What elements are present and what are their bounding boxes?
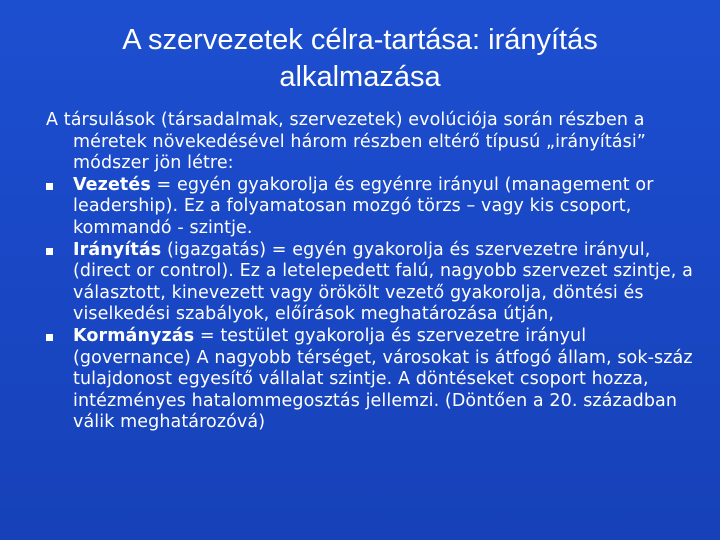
bullet-text: = egyén gyakorolja és egyénre irányul (management or leadership). Ez a folyamatosan mozgó törzs – vagy kis csoport, kommandó - szintje.: [73, 174, 654, 238]
bullet-item-iranyitas: [46, 240, 706, 326]
square-bullet-icon: [46, 248, 53, 255]
bullet-term: Kormányzás: [73, 325, 195, 346]
square-bullet-icon: [46, 334, 53, 341]
bullet-text: (igazgatás) = egyén gyakorolja és szervezetre irányul, (direct or control). Ez a letelepedett falú, nagyobb szervezet szintje, a választott, kinevezett vagy örökölt vezető gyakorolja, döntési és viselkedési szabályok, előírások meghatározása útján,: [73, 239, 693, 325]
intro-paragraph: A társulások (társadalmak, szervezetek) evolúciója során részben a méretek növekedésével három részben eltérő típusú „irányítási” módszer jön létre:: [46, 110, 646, 174]
bullet-item-kormanyzas: [46, 326, 706, 434]
square-bullet-icon: [46, 183, 53, 190]
slide-title-line-2: alkalmazása: [279, 61, 441, 93]
slide-body: [46, 110, 706, 434]
slide-title-line-1: A szervezetek célra-tartása: irányítás: [122, 24, 598, 56]
bullet-text: = testület gyakorolja és szervezetre irányul (governance) A nagyobb térséget, városokat is átfogó állam, sok-száz tulajdonost egyesítő vállalat szintje. A döntéseket csoport hozza, intézményes hatalommegosztás jellemzi. (Döntően a 20. században válik meghatározóvá): [73, 325, 693, 433]
bullet-term: Irányítás: [73, 239, 162, 260]
bullet-item-vezetes: [46, 175, 706, 240]
slide-title: [40, 22, 680, 96]
bullet-term: Vezetés: [73, 174, 151, 195]
